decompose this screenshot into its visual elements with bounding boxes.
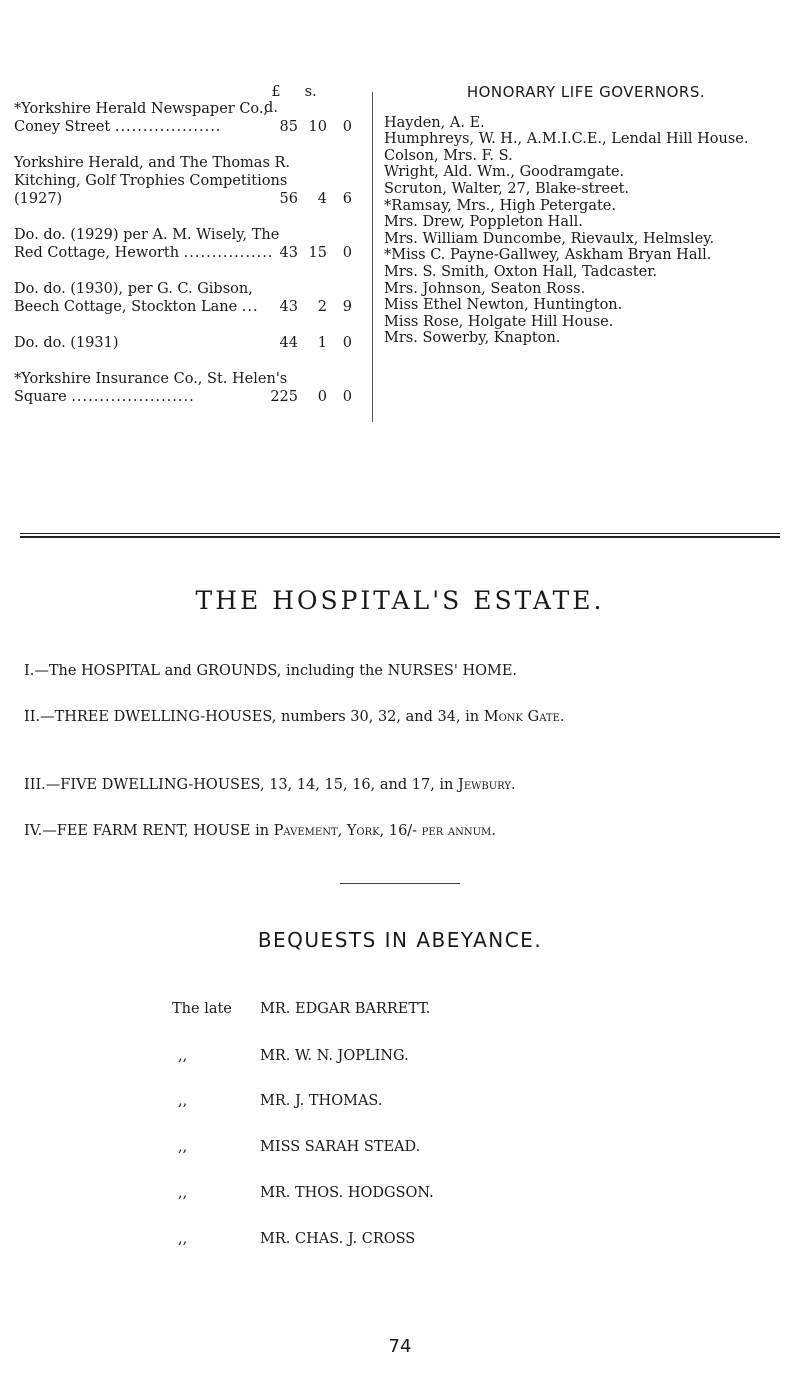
donation-entry [14,280,352,316]
bequest-name: MR. J. THOMAS. [260,1093,383,1109]
bequest-prefix: The late [172,1001,232,1017]
donation-text: Do. do. (1930), per G. C. Gibson, Beech Cottage, Stockton Lane [14,281,253,315]
amount-pounds: 43 [279,245,298,261]
pounds-header: £ [271,84,281,100]
governor-entry: Scruton, Walter, 27, Blake-street. [384,180,629,197]
amount-pounds: 225 [270,389,298,405]
bequest-name: MR. EDGAR BARRETT. [260,1001,431,1017]
amount-pounds: 43 [279,299,298,315]
estate-item-text: III.—FIVE DWELLING-HOUSES, 13, 14, 15, 16, and 17, in [24,777,458,793]
donation-entry [14,100,352,136]
donation-text: *Yorkshire Insurance Co., St. Helen's Square [14,371,288,405]
bequest-entry [172,1048,712,1064]
leader-dots: ... [241,299,259,315]
amount-pence: 6 [342,191,352,207]
governor-entry: Mrs. Johnson, Seaton Ross. [384,280,586,297]
section-rule-bottom [20,536,780,538]
short-divider [340,883,460,884]
column-divider [372,92,373,422]
pence-header: d. [264,100,278,116]
estate-item [24,774,794,796]
bequest-prefix: ,, [178,1048,188,1064]
bequest-entry [172,1001,712,1017]
honorary-governors [384,84,788,347]
amount-pounds: 85 [279,119,298,135]
shillings-header: s. [304,84,317,100]
bequest-entry [172,1139,712,1155]
bequest-prefix: ,, [178,1139,188,1155]
bequest-prefix: ,, [178,1185,188,1201]
estate-item-place: Jewbury. [458,777,516,793]
estate-title: THE HOSPITAL'S ESTATE. [195,586,605,615]
governor-entry: Hayden, A. E. [384,114,485,131]
bequest-name: MR. THOS. HODGSON. [260,1185,434,1201]
donation-text: Do. do. (1931) [14,335,119,351]
donation-amount [262,118,352,136]
donation-entry [14,370,352,406]
bequest-entry [172,1093,712,1109]
donation-text: Yorkshire Herald, and The Thomas R. Kitching, Golf Trophies Competitions (1927) [14,155,291,207]
donation-text: Do. do. (1929) per A. M. Wisely, The Red Cottage, Heworth [14,227,280,261]
estate-item [24,706,794,728]
governor-entry: Mrs. Drew, Poppleton Hall. [384,214,583,231]
governor-entry: *Miss C. Payne-Gallwey, Askham Bryan Hall. [384,247,712,264]
bequest-name: MISS SARAH STEAD. [260,1139,421,1155]
donation-amount [262,388,352,406]
donation-amount [262,244,352,262]
governor-entry: Wright, Ald. Wm., Goodramgate. [384,164,625,181]
amount-pence: 0 [342,119,352,135]
amount-shillings: 4 [317,191,327,207]
donation-amount [262,298,352,316]
governor-entry: Miss Rose, Holgate Hill House. [384,313,614,330]
bequest-entry [172,1231,712,1247]
page-number: 74 [388,1336,412,1357]
amount-pounds: 44 [279,335,298,351]
amount-pounds: 56 [279,191,298,207]
amount-shillings: 15 [308,245,327,261]
amount-pence: 0 [342,335,352,351]
donation-amount [262,190,352,208]
donations-list [14,100,352,424]
governor-entry: Miss Ethel Newton, Huntington. [384,297,623,314]
governor-entry: *Ramsay, Mrs., High Petergate. [384,197,616,214]
leader-dots: ...................... [71,389,195,405]
leader-dots: ................ [183,245,274,261]
bequests-title: BEQUESTS IN ABEYANCE. [257,928,543,952]
bequest-entry [172,1185,712,1201]
donation-amount [262,334,352,352]
donation-entry [14,226,352,262]
governor-entry: Mrs. S. Smith, Oxton Hall, Tadcaster. [384,263,658,280]
amount-pence: 0 [342,245,352,261]
estate-item [24,820,794,842]
honorary-title: HONORARY LIFE GOVERNORS. [466,83,706,101]
amount-shillings: 1 [317,335,327,351]
bequest-name: MR. W. N. JOPLING. [260,1048,409,1064]
estate-item-text: I.—The HOSPITAL and GROUNDS, including the NURSES' HOME. [24,663,518,679]
bequest-prefix: ,, [178,1093,188,1109]
estate-item-text: II.—THREE DWELLING-HOUSES, numbers 30, 32, and 34, in [24,709,484,725]
section-rule-top [20,533,780,534]
leader-dots: ................... [114,119,222,135]
bequest-name: MR. CHAS. J. CROSS [260,1231,416,1247]
bequest-prefix: ,, [178,1231,188,1247]
governor-entry: Mrs. William Duncombe, Rievaulx, Helmsley. [384,230,715,247]
amount-shillings: 2 [317,299,327,315]
donation-entry [14,334,352,352]
amount-shillings: 0 [317,389,327,405]
estate-item-place: Monk Gate. [483,709,565,725]
governor-entry: Colson, Mrs. F. S. [384,147,513,164]
estate-item-text: IV.—FEE FARM RENT, HOUSE in [24,823,274,839]
governor-entry: Mrs. Sowerby, Knapton. [384,330,561,347]
amount-shillings: 10 [308,119,327,135]
donation-entry [14,154,352,208]
donation-text: *Yorkshire Herald Newspaper Co., Coney Street [14,101,269,135]
amount-pence: 0 [342,389,352,405]
estate-item-place: Pavement, York, 16/- per annum. [273,823,496,839]
estate-item [24,660,794,682]
governor-entry: Humphreys, W. H., A.M.I.C.E., Lendal Hill House. [384,131,749,148]
amount-pence: 9 [342,299,352,315]
